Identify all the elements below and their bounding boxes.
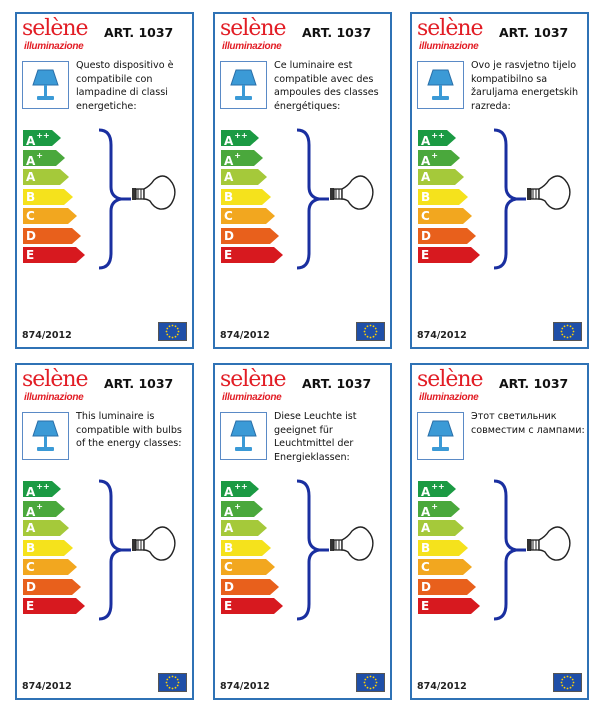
energy-class-arrow — [418, 150, 460, 166]
energy-label-card — [410, 363, 589, 700]
energy-class-letter: A++ — [421, 482, 445, 499]
energy-class-letter: A+ — [26, 501, 43, 519]
energy-class-letter: E — [421, 248, 430, 262]
energy-class-letter: A+ — [421, 150, 438, 168]
energy-class-arrow — [23, 208, 77, 224]
energy-class-letter: C — [224, 560, 233, 574]
energy-class-arrow — [418, 169, 464, 185]
energy-class-letter: A+ — [26, 150, 43, 168]
energy-class-arrow — [221, 520, 267, 536]
energy-class-arrow — [23, 247, 85, 263]
lamp-icon — [220, 412, 267, 460]
article-number: ART. 1037 — [302, 376, 372, 391]
energy-class-arrow — [221, 169, 267, 185]
energy-class-arrow — [418, 540, 468, 556]
brand-subtitle: illuminazione — [222, 41, 282, 52]
energy-class-scale — [221, 481, 301, 617]
energy-class-arrow — [221, 130, 259, 146]
regulation-number: 874/2012 — [22, 681, 72, 692]
energy-class-arrow — [221, 150, 263, 166]
energy-class-letter: A++ — [26, 131, 50, 148]
energy-class-arrow — [23, 540, 73, 556]
lamp-icon — [417, 61, 464, 109]
eu-flag-icon — [356, 322, 385, 341]
eu-flag-icon — [356, 673, 385, 692]
energy-class-arrow — [221, 481, 259, 497]
light-bulb-icon — [130, 174, 176, 219]
energy-class-arrow — [418, 189, 468, 205]
energy-class-letter: B — [421, 189, 431, 204]
eu-flag-icon — [158, 673, 187, 692]
energy-class-arrow — [221, 247, 283, 263]
energy-class-arrow — [23, 189, 73, 205]
bracket-icon — [97, 127, 133, 276]
eu-flag-icon — [158, 322, 187, 341]
eu-flag-icon — [553, 673, 582, 692]
energy-class-letter: A+ — [421, 501, 438, 519]
brand-logo — [22, 367, 108, 407]
brand-logo — [417, 367, 503, 407]
energy-class-letter: E — [224, 599, 233, 613]
energy-class-arrow — [418, 228, 476, 244]
light-bulb-icon — [525, 174, 571, 219]
brand-logo — [417, 16, 503, 56]
regulation-number: 874/2012 — [22, 330, 72, 341]
energy-class-letter: D — [224, 579, 234, 594]
energy-class-letter: D — [224, 228, 234, 243]
energy-class-letter: A — [224, 521, 234, 535]
light-bulb-icon — [130, 525, 176, 570]
energy-class-letter: E — [26, 248, 35, 262]
energy-class-arrow — [221, 501, 263, 517]
energy-class-arrow — [23, 501, 65, 517]
energy-class-arrow — [418, 208, 472, 224]
brand-logo — [220, 16, 306, 56]
article-number: ART. 1037 — [499, 25, 569, 40]
brand-subtitle: illuminazione — [24, 41, 84, 52]
energy-class-arrow — [23, 520, 69, 536]
regulation-number: 874/2012 — [220, 681, 270, 692]
light-bulb-icon — [328, 525, 374, 570]
energy-class-arrow — [23, 228, 81, 244]
energy-class-arrow — [418, 520, 464, 536]
energy-class-letter: E — [421, 599, 430, 613]
compatibility-text: This luminaire is compatible with bulbs of the energy classes: — [76, 411, 182, 449]
energy-label-card — [213, 12, 392, 349]
energy-class-letter: B — [421, 540, 431, 555]
energy-class-arrow — [221, 598, 283, 614]
bracket-icon — [97, 478, 133, 627]
energy-class-arrow — [418, 579, 476, 595]
bracket-icon — [492, 478, 528, 627]
energy-class-letter: D — [421, 579, 431, 594]
compatibility-text: Ce luminaire est compatible avec des ampoules des classes énergétiques: — [274, 60, 379, 112]
energy-class-letter: B — [224, 189, 234, 204]
energy-class-letter: B — [224, 540, 234, 555]
energy-class-letter: A++ — [224, 482, 248, 499]
compatibility-text: Diese Leuchte ist geeignet für Leuchtmittel der Energieklassen: — [274, 411, 357, 463]
energy-class-letter: C — [421, 560, 430, 574]
energy-class-arrow — [221, 208, 275, 224]
energy-class-arrow — [23, 481, 61, 497]
energy-class-arrow — [221, 559, 275, 575]
energy-class-arrow — [23, 130, 61, 146]
light-bulb-icon — [328, 174, 374, 219]
brand-name: selène — [417, 16, 483, 41]
lamp-icon — [220, 61, 267, 109]
light-bulb-icon — [525, 525, 571, 570]
energy-class-letter: A — [26, 170, 36, 184]
energy-class-letter: B — [26, 189, 36, 204]
energy-class-letter: A — [421, 170, 431, 184]
energy-class-arrow — [418, 598, 480, 614]
energy-label-card — [15, 12, 194, 349]
energy-class-arrow — [23, 559, 77, 575]
energy-class-arrow — [418, 130, 456, 146]
brand-subtitle: illuminazione — [222, 392, 282, 403]
regulation-number: 874/2012 — [220, 330, 270, 341]
energy-class-letter: C — [26, 560, 35, 574]
regulation-number: 874/2012 — [417, 330, 467, 341]
eu-flag-icon — [553, 322, 582, 341]
energy-class-arrow — [23, 579, 81, 595]
energy-class-letter: A — [224, 170, 234, 184]
energy-class-arrow — [221, 579, 279, 595]
energy-class-letter: B — [26, 540, 36, 555]
energy-class-arrow — [418, 501, 460, 517]
energy-class-arrow — [418, 247, 480, 263]
energy-class-letter: D — [421, 228, 431, 243]
energy-class-letter: E — [224, 248, 233, 262]
energy-class-letter: A — [421, 521, 431, 535]
bracket-icon — [295, 127, 331, 276]
energy-class-scale — [23, 481, 103, 617]
lamp-icon — [22, 412, 69, 460]
article-number: ART. 1037 — [302, 25, 372, 40]
energy-class-scale — [418, 130, 498, 266]
energy-class-arrow — [23, 169, 69, 185]
energy-class-arrow — [418, 559, 472, 575]
energy-class-letter: E — [26, 599, 35, 613]
brand-name: selène — [220, 367, 286, 392]
energy-class-letter: C — [26, 209, 35, 223]
article-number: ART. 1037 — [104, 376, 174, 391]
energy-class-arrow — [418, 481, 456, 497]
brand-logo — [22, 16, 108, 56]
compatibility-text: Этот светильник совместим с лампами: — [471, 411, 585, 436]
energy-class-arrow — [221, 540, 271, 556]
energy-class-letter: A — [26, 521, 36, 535]
energy-class-letter: A+ — [224, 501, 241, 519]
energy-class-arrow — [221, 189, 271, 205]
bracket-icon — [295, 478, 331, 627]
energy-label-card — [213, 363, 392, 700]
brand-subtitle: illuminazione — [24, 392, 84, 403]
energy-label-card — [410, 12, 589, 349]
energy-label-card — [15, 363, 194, 700]
energy-class-scale — [221, 130, 301, 266]
brand-name: selène — [417, 367, 483, 392]
energy-class-scale — [23, 130, 103, 266]
brand-logo — [220, 367, 306, 407]
energy-class-letter: A++ — [26, 482, 50, 499]
regulation-number: 874/2012 — [417, 681, 467, 692]
energy-class-scale — [418, 481, 498, 617]
energy-class-letter: C — [224, 209, 233, 223]
energy-class-arrow — [23, 150, 65, 166]
energy-class-arrow — [221, 228, 279, 244]
compatibility-text: Ovo je rasvjetno tijelo kompatibilno sa žaruljama energetskih razreda: — [471, 60, 579, 112]
energy-class-letter: C — [421, 209, 430, 223]
energy-class-arrow — [23, 598, 85, 614]
compatibility-text: Questo dispositivo è compatibile con lampadine di classi energetiche: — [76, 60, 174, 112]
brand-name: selène — [22, 16, 88, 41]
energy-class-letter: D — [26, 228, 36, 243]
energy-class-letter: A+ — [224, 150, 241, 168]
energy-class-letter: A++ — [224, 131, 248, 148]
brand-subtitle: illuminazione — [419, 392, 479, 403]
brand-subtitle: illuminazione — [419, 41, 479, 52]
brand-name: selène — [220, 16, 286, 41]
lamp-icon — [22, 61, 69, 109]
energy-class-letter: A++ — [421, 131, 445, 148]
bracket-icon — [492, 127, 528, 276]
energy-class-letter: D — [26, 579, 36, 594]
article-number: ART. 1037 — [104, 25, 174, 40]
brand-name: selène — [22, 367, 88, 392]
article-number: ART. 1037 — [499, 376, 569, 391]
lamp-icon — [417, 412, 464, 460]
